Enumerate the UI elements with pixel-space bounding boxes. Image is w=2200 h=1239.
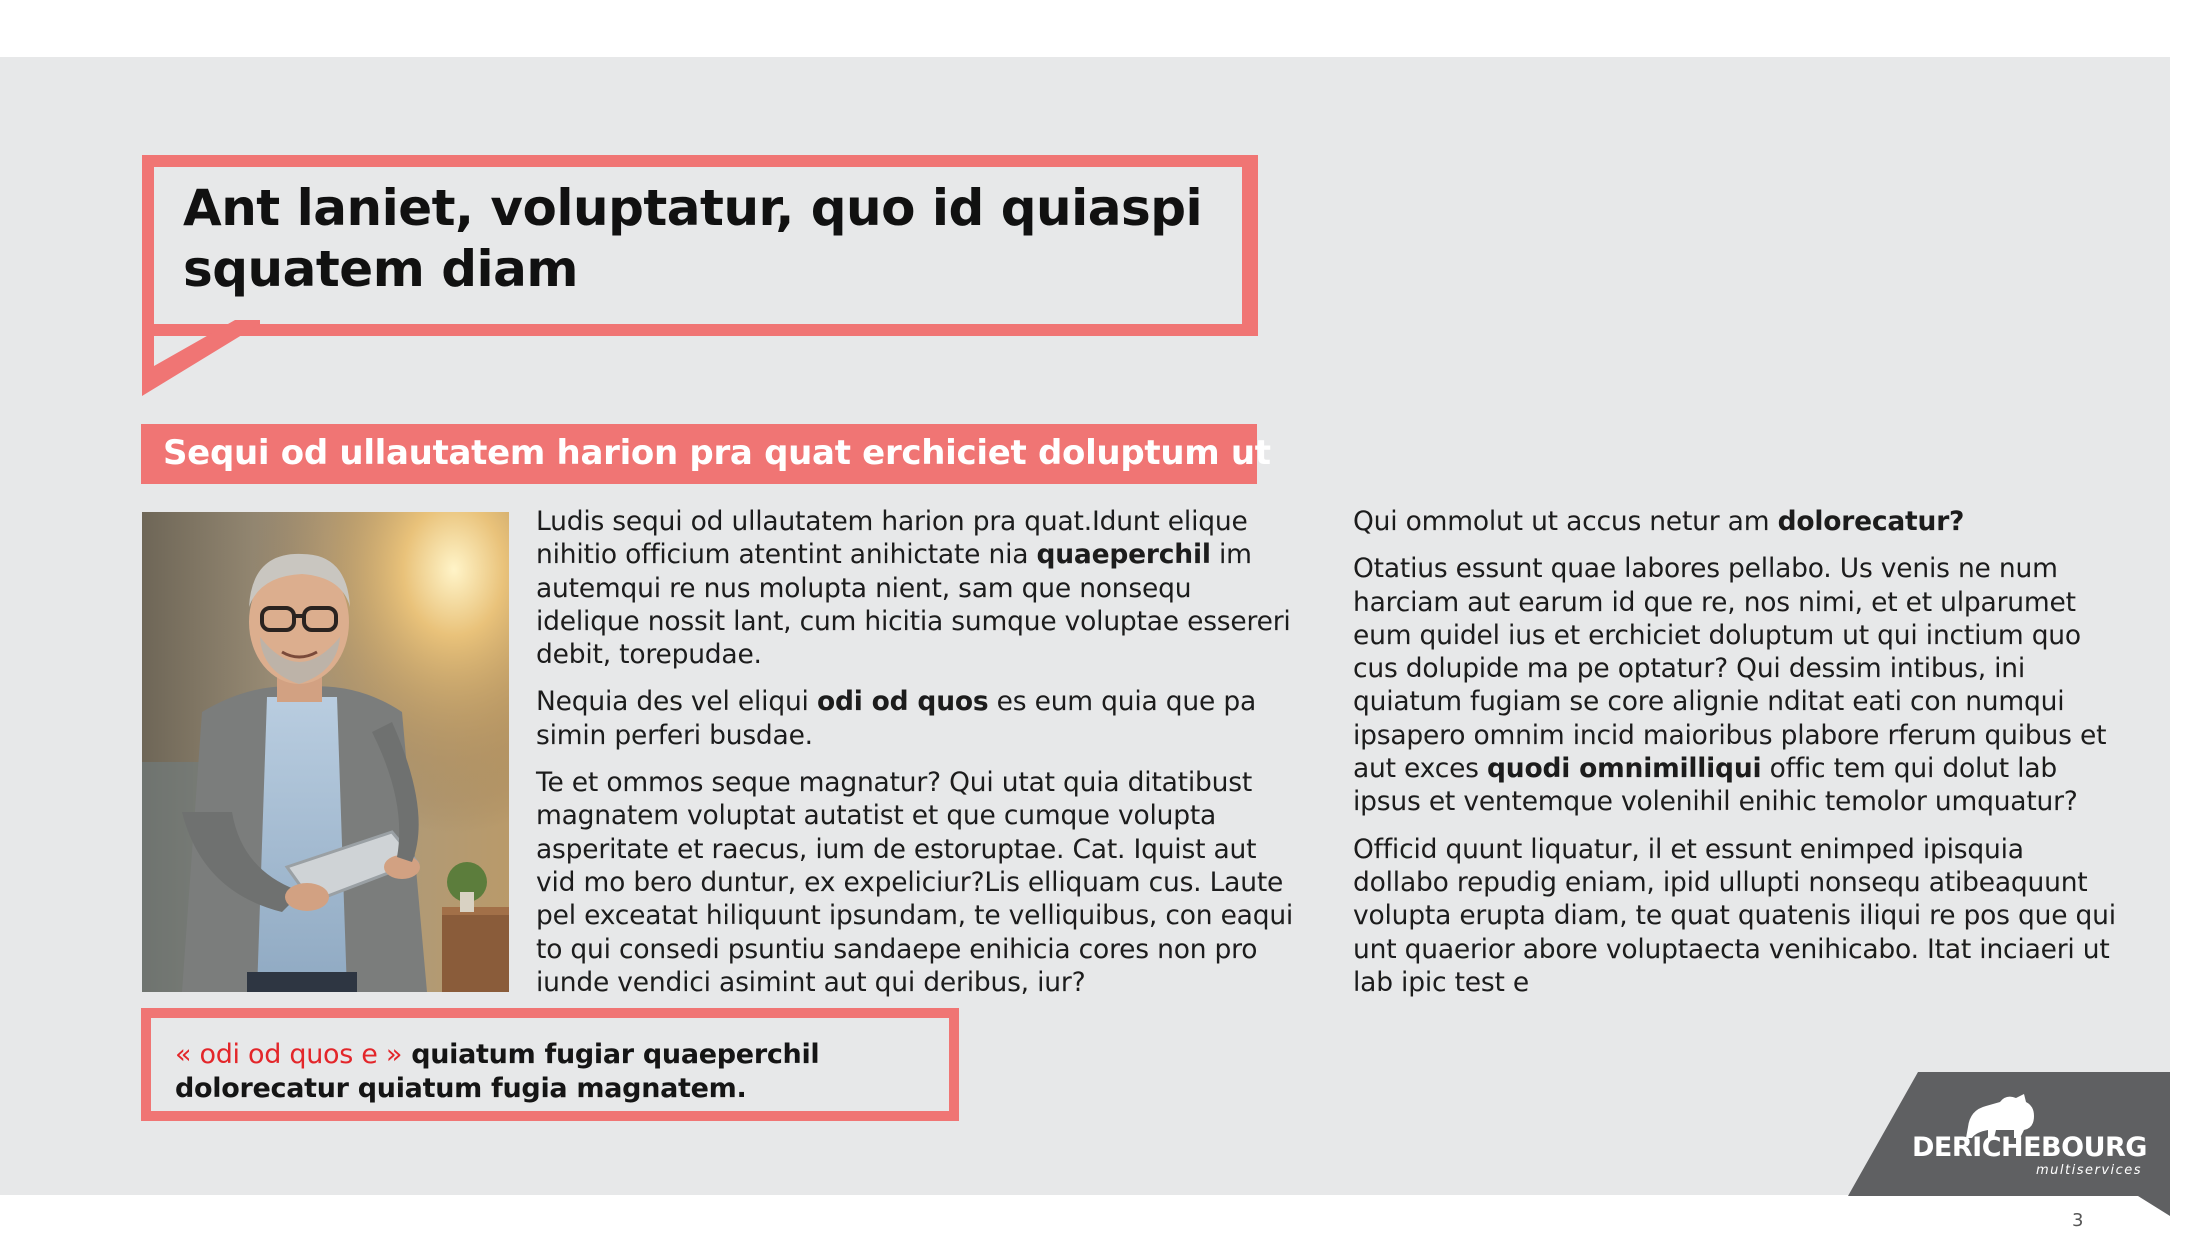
- page-number: 3: [2072, 1210, 2084, 1231]
- text-run: im autemqui re nus molupta nient, sam que nonsequ idelique nossit lant, cum hicitia sumque voluptae essereri debit, torepudae.: [536, 539, 1291, 671]
- title-line-1: Ant laniet, voluptatur, quo id quiaspi: [183, 179, 1203, 237]
- photo-man-with-tablet: [142, 512, 509, 992]
- middle-paragraph-3: Te et ommos seque magnatur? Qui utat quia ditatibust magnatem voluptat autatist et que cumque volupta asperitate et raecus, ium de estoruptae. Cat. Iquist aut vid mo bero duntur, ex expeliciur?Lis elliquam cus. Laute pel exceatat hiliquunt ipsundam, te velliquibus, con eaqui to qui consedi psuntiu sandaepe enihicia cores non pro iunde vendici asimint aut qui deribus, iur?: [536, 767, 1294, 998]
- text-run: Qui ommolut ut accus netur am: [1353, 506, 1778, 537]
- logo-subtitle: multiservices: [2036, 1163, 2143, 1178]
- text-run: offic tem qui dolut lab ipsus et ventemque volenihil enihic temolor umquatur?: [1353, 753, 2078, 818]
- title-line-2: squatem diam: [183, 240, 578, 298]
- text-run: Ludis sequi od ullautatem harion pra quat.Idunt elique nihitio officium atentint anihictate nia: [536, 506, 1248, 571]
- subtitle-text: Sequi od ullautatem harion pra quat erchiciet doluptum ut: [163, 433, 1271, 473]
- right-paragraph-2: Officid quunt liquatur, il et essunt enimped ipisquia dollabo repudig eniam, ipid ullupti nonsequ atibeaquunt volupta erupta diam, te quat quatenis iliqui re pos que qui unt quaerior abore voluptaecta venihicabo. Itat inciaeri ut lab ipic test e: [1353, 833, 2116, 998]
- page-title: [183, 178, 1243, 300]
- right-text-column: [1353, 505, 2123, 1013]
- text-run: Otatius essunt quae labores pellabo. Us venis ne num harciam aut earum id que re, nos nimi, et et ulparumet eum quidel ius et erchiciet doluptum ut qui inctium quo cus dolupide ma pe optatur? Qui dessim intibus, ini quiatum fugiam se core alignie nditat eati con numqui ipsapero omnim incid maioribus plabore rferum quibus et aut exces: [1353, 553, 2107, 785]
- quote-text: [175, 1038, 819, 1106]
- title-bubble-tail: [140, 320, 260, 396]
- subtitle-banner: [141, 424, 1271, 484]
- middle-paragraph-2: [536, 685, 1296, 752]
- bold-text: odi od quos: [816, 686, 989, 718]
- right-question: [1353, 505, 2123, 538]
- bold-text: dolorecatur?: [1777, 506, 1965, 537]
- middle-text-column: [536, 505, 1296, 1013]
- middle-paragraph-1: [536, 505, 1296, 671]
- bold-text: quodi omnimilliqui: [1487, 753, 1762, 785]
- text-run: es eum quia que pa simin perferi busdae.: [536, 686, 1256, 751]
- text-run: Nequia des vel eliqui: [536, 686, 817, 718]
- quote-highlight: « odi od quos e »: [175, 1039, 403, 1070]
- quote-box: [141, 1008, 959, 1121]
- quote-line-1: quiatum fugiar quaeperchil: [402, 1039, 820, 1070]
- quote-line-2: dolorecatur quiatum fugia magnatem.: [175, 1073, 747, 1104]
- logo-name: DERICHEBOURG: [1912, 1132, 2147, 1163]
- right-paragraph-1: [1353, 552, 2123, 818]
- bold-text: quaeperchil: [1036, 539, 1211, 571]
